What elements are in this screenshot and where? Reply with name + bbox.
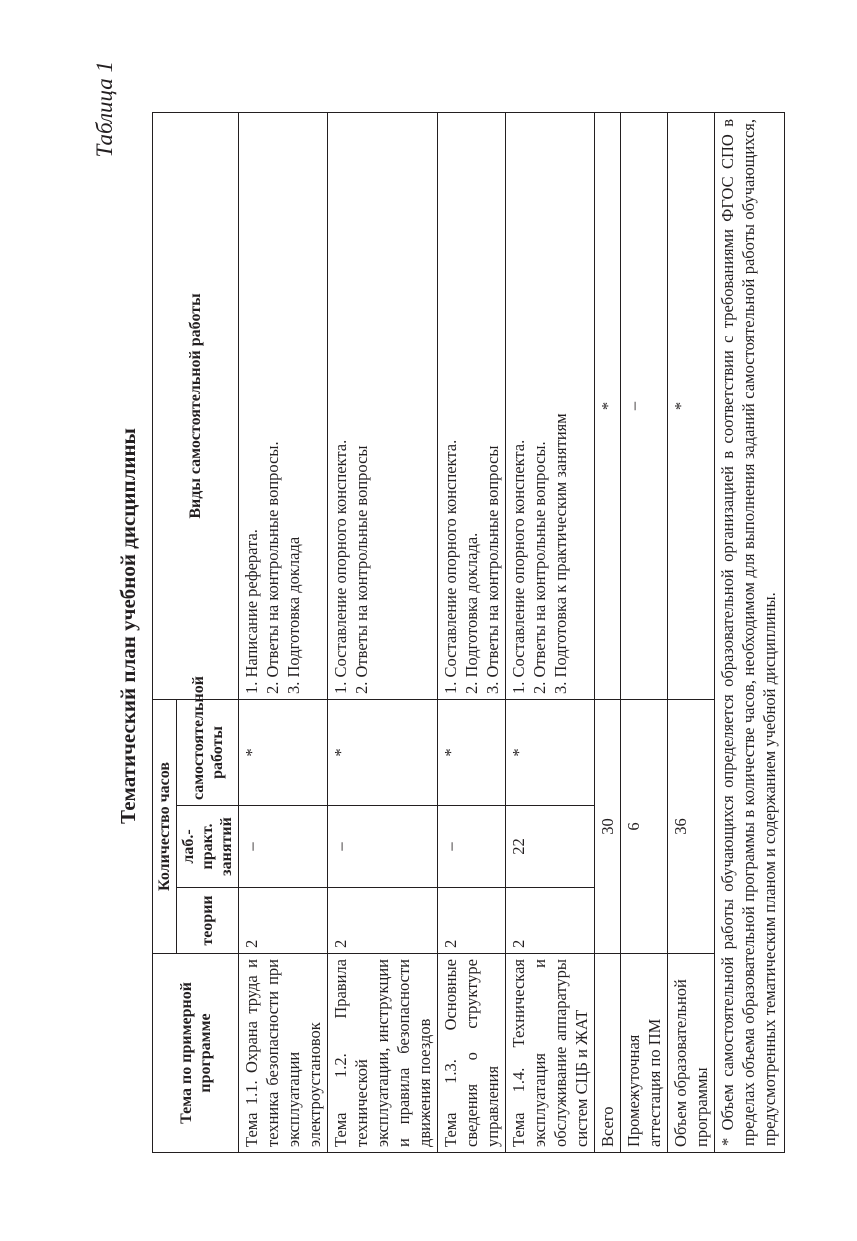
work-item: 1. Составление опорного конспекта. bbox=[441, 439, 460, 694]
page-title: Тематический план учебной дисциплины bbox=[116, 428, 140, 824]
theory-cell: 2 bbox=[506, 888, 595, 954]
theory-cell: 2 bbox=[438, 888, 506, 954]
tema-cell: Тема 1.3. Основные сведения о структуре управления bbox=[438, 954, 506, 1153]
summary-self: * bbox=[595, 113, 621, 700]
thematic-plan-table bbox=[152, 112, 785, 1153]
theory-cell: 2 bbox=[328, 888, 438, 954]
self-cell: * bbox=[438, 700, 506, 806]
tema-cell: Тема 1.4. Техническая эксплуатация и обслуживание аппаратуры систем СЦБ и ЖАТ bbox=[506, 954, 595, 1153]
summary-row bbox=[595, 113, 621, 1153]
work-item: 3. Подготовка к практическим занятиям bbox=[551, 413, 570, 694]
table-row bbox=[239, 113, 328, 1153]
header-self: самостоятельной работы bbox=[177, 700, 239, 806]
work-item: 2. Ответы на контрольные вопросы bbox=[352, 445, 371, 694]
header-tema: Тема по примерной программе bbox=[153, 954, 239, 1153]
summary-self: * bbox=[668, 113, 715, 700]
summary-row bbox=[621, 113, 668, 1153]
work-types-cell bbox=[239, 113, 328, 700]
summary-self: – bbox=[621, 113, 668, 700]
work-item: 3. Ответы на контрольные вопросы bbox=[483, 445, 502, 694]
table-row bbox=[328, 113, 438, 1153]
summary-hours: 6 bbox=[621, 700, 668, 954]
table-caption: Таблица 1 bbox=[92, 61, 117, 158]
lab-cell: – bbox=[328, 806, 438, 888]
lab-cell: – bbox=[438, 806, 506, 888]
work-item: 1. Составление опорного конспекта. bbox=[509, 439, 528, 694]
summary-label: Объем образовательной программы bbox=[668, 954, 715, 1153]
work-item: 1. Написание реферата. bbox=[242, 529, 261, 694]
summary-label: Промежуточная аттестация по ПМ bbox=[621, 954, 668, 1153]
work-types-cell bbox=[328, 113, 438, 700]
table-row bbox=[506, 113, 595, 1153]
header-lab: лаб.-практ. занятий bbox=[177, 806, 239, 888]
work-item: 3. Подготовка доклада bbox=[284, 536, 303, 694]
work-item: 2. Ответы на контрольные вопросы. bbox=[530, 441, 549, 694]
theory-cell: 2 bbox=[239, 888, 328, 954]
header-theory: теории bbox=[177, 888, 239, 954]
table-row bbox=[438, 113, 506, 1153]
summary-row bbox=[668, 113, 715, 1153]
self-cell: * bbox=[239, 700, 328, 806]
summary-hours: 30 bbox=[595, 700, 621, 954]
summary-label: Всего bbox=[595, 954, 621, 1153]
lab-cell: 22 bbox=[506, 806, 595, 888]
tema-cell: Тема 1.1. Охрана труда и техника безопасности при эксплуатации электроустановок bbox=[239, 954, 328, 1153]
footnote: * Объем самостоятельной работы обучающихся определяется образовательной организацией в соответствии с требованиями ФГОС СПО в пределах объема образовательной программы в количестве часов, необходимом для выполнения заданий самостоятельной работы обучающихся, предусмотренных тематическим планом и содержанием учебной дисциплины. bbox=[715, 113, 785, 1153]
work-item: 2. Ответы на контрольные вопросы. bbox=[263, 441, 282, 694]
summary-hours: 36 bbox=[668, 700, 715, 954]
self-cell: * bbox=[506, 700, 595, 806]
header-work-types: Виды самостоятельной работы bbox=[153, 113, 239, 700]
lab-cell: – bbox=[239, 806, 328, 888]
footnote-row bbox=[715, 113, 785, 1153]
work-item: 2. Подготовка доклада. bbox=[462, 532, 481, 694]
work-types-cell bbox=[506, 113, 595, 700]
work-item: 1. Составление опорного конспекта. bbox=[331, 439, 350, 694]
tema-cell: Тема 1.2. Правила технической эксплуатации, инструкции и правила безопасности движения поездов bbox=[328, 954, 438, 1153]
header-hours: Количество часов bbox=[153, 700, 177, 954]
self-cell: * bbox=[328, 700, 438, 806]
work-types-cell bbox=[438, 113, 506, 700]
